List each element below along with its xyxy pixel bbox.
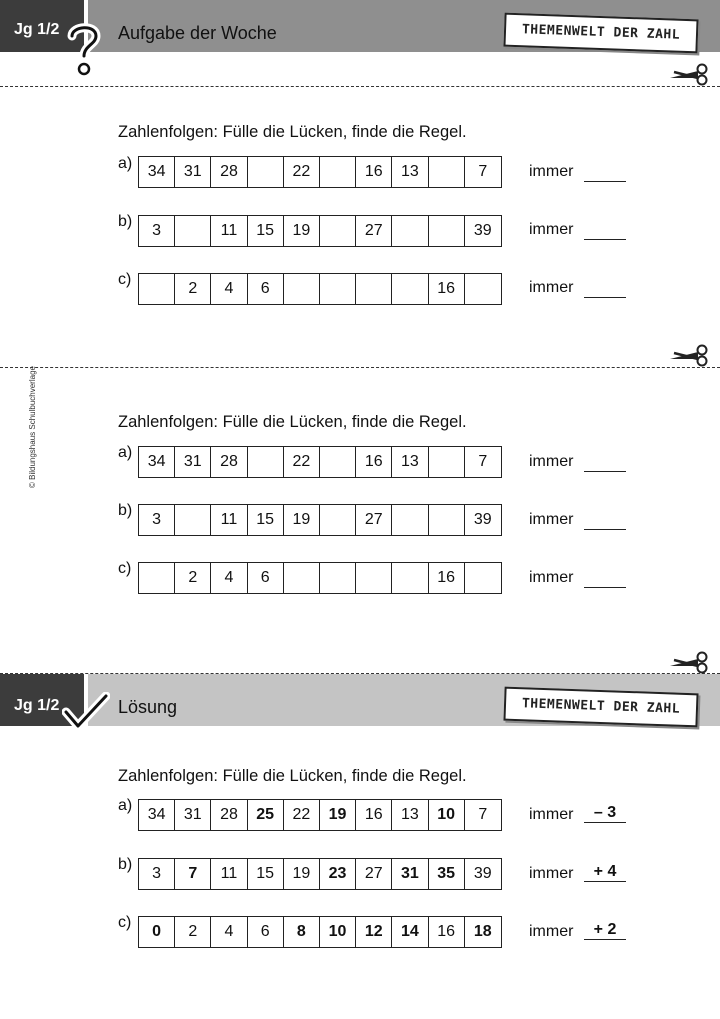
seq-cell-blank[interactable] [392, 274, 428, 304]
seq-cell: 27 [356, 859, 392, 889]
seq-cell-blank[interactable] [429, 447, 465, 477]
seq-cell: 16 [356, 157, 392, 187]
seq-cell-blank[interactable] [356, 563, 392, 593]
seq-cell: 16 [356, 447, 392, 477]
seq-cell: 28 [211, 447, 247, 477]
seq-cell: 22 [284, 800, 320, 830]
rule-word: immer [529, 865, 574, 882]
seq-cell: 27 [356, 216, 392, 246]
seq-cell: 39 [473, 865, 492, 882]
row-label-c: c) [118, 271, 132, 288]
rule-word: immer [529, 569, 574, 586]
rule-answer: + 4 [584, 864, 626, 882]
row-label-b: b) [118, 213, 133, 230]
rule-answer: + 2 [584, 922, 626, 940]
row-label-a: a) [118, 797, 133, 814]
seq-cell: 19 [284, 505, 320, 535]
exercise-title: Zahlenfolgen: Fülle die Lücken, finde die Regel. [118, 123, 467, 141]
seq-cell: 12 [356, 917, 392, 947]
seq-cell-blank[interactable] [356, 274, 392, 304]
seq-cell-blank[interactable] [320, 447, 356, 477]
seq-cell: 13 [392, 800, 428, 830]
seq-cell-blank[interactable] [392, 216, 428, 246]
seq-cell: 22 [284, 157, 320, 187]
seq-cell-blank[interactable] [248, 447, 284, 477]
seq-cell: 15 [248, 505, 284, 535]
seq-cell: 39 [473, 222, 492, 239]
seq-cell: 3 [139, 216, 175, 246]
seq-cell: 2 [175, 563, 211, 593]
seq-cell: 2 [175, 917, 211, 947]
rule-blank[interactable] [584, 570, 626, 588]
copyright-note: © Bildungshaus Schulbuchverlage [28, 366, 37, 488]
rule-word: immer [529, 453, 574, 470]
seq-cell: 4 [211, 917, 247, 947]
rule-word: immer [529, 923, 574, 940]
exercise-title: Zahlenfolgen: Fülle die Lücken, finde die Regel. [118, 413, 467, 431]
rule-word: immer [529, 511, 574, 528]
seq-cell: 4 [211, 274, 247, 304]
solution-title: Lösung [118, 697, 178, 717]
page-title: Aufgabe der Woche [118, 23, 277, 43]
seq-cell: 28 [211, 157, 247, 187]
row-label-b: b) [118, 856, 133, 873]
seq-cell: 23 [320, 859, 356, 889]
checkmark-icon [62, 692, 110, 732]
row-label-b: b) [118, 502, 133, 519]
scissors-icon [668, 343, 708, 367]
row-label-a: a) [118, 444, 133, 461]
seq-cell: 35 [429, 859, 465, 889]
seq-cell-blank[interactable] [175, 505, 211, 535]
seq-cell: 13 [392, 157, 428, 187]
seq-cell: 11 [211, 859, 247, 889]
seq-cell: 0 [139, 917, 175, 947]
seq-cell: 7 [478, 163, 488, 180]
grade-label: Jg 1/2 [14, 21, 60, 38]
rule-blank[interactable] [584, 164, 626, 182]
seq-cell: 28 [211, 800, 247, 830]
solution-sequence-a [138, 799, 502, 831]
seq-cell: 16 [429, 563, 465, 593]
seq-cell-blank[interactable] [175, 216, 211, 246]
scissors-icon [668, 62, 708, 86]
sequence-c [138, 562, 502, 594]
seq-cell: 22 [284, 447, 320, 477]
seq-cell: 19 [284, 216, 320, 246]
seq-cell: 34 [139, 447, 175, 477]
seq-cell: 10 [320, 917, 356, 947]
rule-word: immer [529, 806, 574, 823]
sequence-b [138, 215, 502, 247]
seq-cell: 6 [248, 274, 284, 304]
seq-cell: 34 [139, 800, 175, 830]
seq-cell: 19 [284, 859, 320, 889]
seq-cell: 11 [211, 216, 247, 246]
row-label-c: c) [118, 560, 132, 577]
seq-cell: 16 [429, 917, 465, 947]
seq-cell: 18 [473, 923, 492, 940]
sequence-c [138, 273, 502, 305]
seq-cell-blank[interactable] [284, 274, 320, 304]
seq-cell-blank[interactable] [392, 505, 428, 535]
seq-cell: 7 [175, 859, 211, 889]
row-label-a: a) [118, 155, 133, 172]
themenwelt-stamp: THEMENWELT DER ZAHL [503, 687, 698, 728]
seq-cell: 15 [248, 216, 284, 246]
seq-cell: 16 [356, 800, 392, 830]
seq-cell-blank[interactable] [429, 505, 465, 535]
solution-sequence-c [138, 916, 502, 948]
seq-cell: 25 [248, 800, 284, 830]
rule-blank[interactable] [584, 280, 626, 298]
themenwelt-stamp: THEMENWELT DER ZAHL [503, 13, 698, 54]
sequence-b [138, 504, 502, 536]
seq-cell: 11 [211, 505, 247, 535]
seq-cell-blank[interactable] [320, 274, 356, 304]
seq-cell: 3 [139, 859, 175, 889]
seq-cell: 31 [175, 800, 211, 830]
solution-header [0, 674, 720, 726]
seq-cell: 3 [139, 505, 175, 535]
seq-cell-blank[interactable] [429, 157, 465, 187]
seq-cell-blank[interactable] [139, 563, 175, 593]
rule-blank[interactable] [584, 512, 626, 530]
seq-cell: 19 [320, 800, 356, 830]
task-header [0, 0, 720, 52]
rule-word: immer [529, 221, 574, 238]
seq-cell: 13 [392, 447, 428, 477]
seq-cell-blank[interactable] [139, 274, 175, 304]
rule-word: immer [529, 279, 574, 296]
rule-blank[interactable] [584, 454, 626, 472]
seq-cell-blank[interactable] [392, 563, 428, 593]
seq-cell: 6 [248, 563, 284, 593]
seq-cell-blank[interactable] [465, 274, 501, 304]
row-label-c: c) [118, 914, 132, 931]
question-mark-icon [66, 22, 102, 78]
scissors-icon [668, 650, 708, 674]
seq-cell: 14 [392, 917, 428, 947]
seq-cell: 15 [248, 859, 284, 889]
exercise-title: Zahlenfolgen: Fülle die Lücken, finde die Regel. [118, 767, 467, 785]
seq-cell: 31 [175, 447, 211, 477]
seq-cell: 39 [473, 511, 492, 528]
seq-cell-blank[interactable] [465, 563, 501, 593]
seq-cell-blank[interactable] [429, 216, 465, 246]
seq-cell: 10 [429, 800, 465, 830]
solution-sequence-b [138, 858, 502, 890]
seq-cell-blank[interactable] [320, 157, 356, 187]
rule-answer: – 3 [584, 805, 626, 823]
seq-cell: 31 [175, 157, 211, 187]
seq-cell: 4 [211, 563, 247, 593]
seq-cell: 27 [356, 505, 392, 535]
seq-cell: 2 [175, 274, 211, 304]
seq-cell: 7 [478, 806, 488, 823]
seq-cell: 6 [248, 917, 284, 947]
seq-cell: 16 [429, 274, 465, 304]
seq-cell-blank[interactable] [320, 216, 356, 246]
seq-cell-blank[interactable] [284, 563, 320, 593]
seq-cell: 34 [139, 157, 175, 187]
seq-cell: 8 [284, 917, 320, 947]
grade-label: Jg 1/2 [14, 697, 60, 714]
seq-cell-blank[interactable] [320, 563, 356, 593]
seq-cell: 7 [478, 453, 488, 470]
rule-blank[interactable] [584, 222, 626, 240]
seq-cell: 31 [392, 859, 428, 889]
seq-cell-blank[interactable] [248, 157, 284, 187]
rule-word: immer [529, 163, 574, 180]
cut-line [0, 367, 720, 368]
cut-line [0, 86, 720, 87]
sequence-a [138, 156, 502, 188]
seq-cell-blank[interactable] [320, 505, 356, 535]
sequence-a [138, 446, 502, 478]
